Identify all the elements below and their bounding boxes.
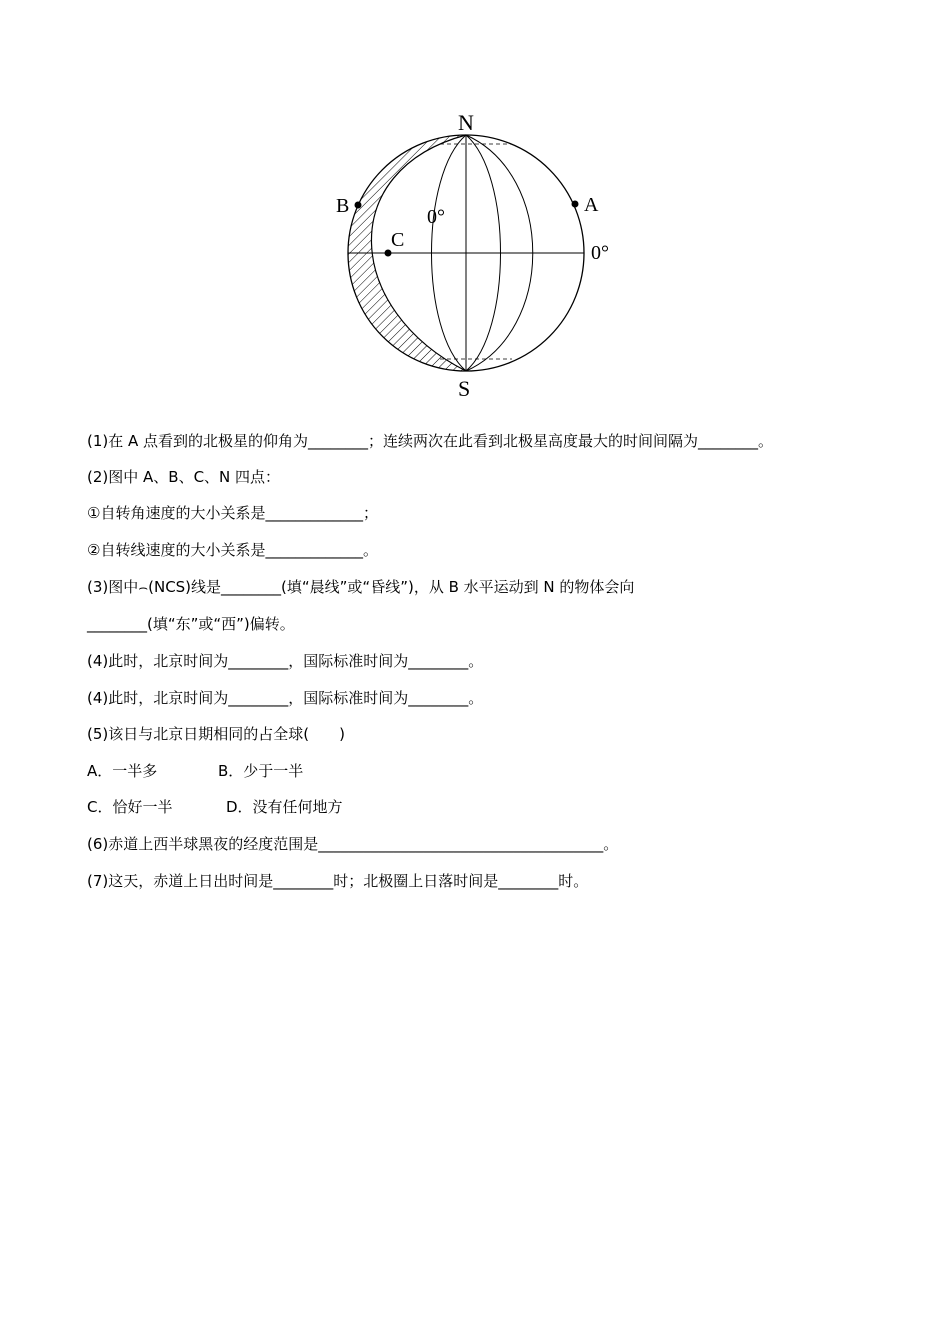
question-2-part-2: ②自转线速度的大小关系是_____________。 [87,541,378,559]
question-3-line-1: (3)图中⌢(NCS)线是________(填“晨线”或“昏线”)，从 B 水平运动到 N 的物体会向 [87,578,635,596]
question-4-repeat: (4)此时，北京时间为________，国际标准时间为________。 [87,689,484,707]
question-7: (7)这天，赤道上日出时间是________时；北极圈上日落时间是________时。 [87,872,589,890]
question-3-line-2: ________(填“东”或“西”)偏转。 [87,615,295,633]
label-n: N [458,110,474,135]
globe-diagram [320,100,620,405]
question-6: (6)赤道上西半球黑夜的经度范围是______________________________________。 [87,835,619,853]
label-equator: 0° [591,242,609,264]
point-a [572,201,579,208]
question-4: (4)此时，北京时间为________，国际标准时间为________。 [87,652,484,670]
question-5-option-d: D．没有任何地方 [226,798,343,816]
label-s: S [458,376,471,401]
label-prime-meridian: 0° [427,206,445,228]
label-a: A [584,194,599,216]
label-c: C [391,229,405,251]
question-5-option-a: A．一半多 [87,762,158,780]
question-5-option-b: B．少于一半 [218,762,304,780]
question-2: (2)图中 A、B、C、N 四点： [87,468,281,486]
question-5: (5)该日与北京日期相同的占全球( ) [87,725,345,743]
question-1: (1)在 A 点看到的北极星的仰角为________；连续两次在此看到北极星高度最大的时间间隔为________。 [87,432,774,450]
point-b [355,202,362,209]
question-2-part-1: ①自转角速度的大小关系是_____________； [87,504,378,522]
question-5-option-c: C．恰好一半 [87,798,173,816]
label-b: B [336,195,350,217]
